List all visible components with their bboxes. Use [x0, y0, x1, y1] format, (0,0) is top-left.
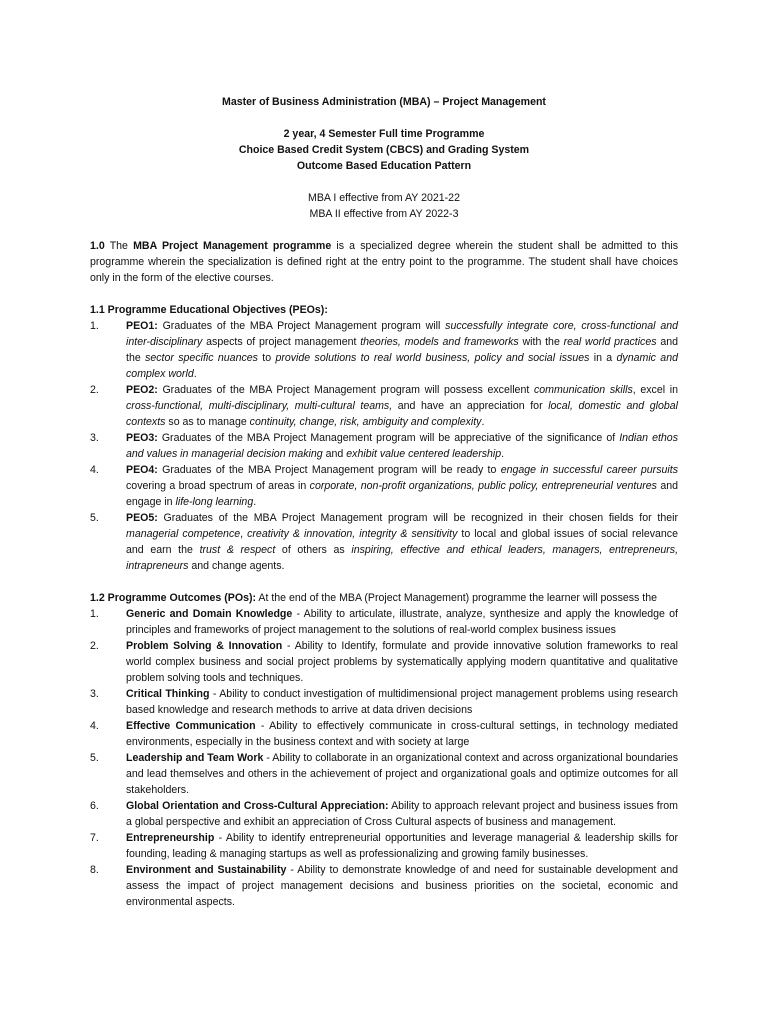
peo-item-5	[90, 510, 678, 574]
peo-text: ,	[240, 528, 248, 540]
po-item-2	[90, 638, 678, 686]
peo-emph: sector specific nuances	[145, 352, 258, 364]
po-text: - Ability to demonstrate knowledge of and need for sustainable development and assess the impact of project management decisions and business priorities on the societal, economic and environmental aspects.	[126, 864, 679, 908]
po-label: Entrepreneurship	[126, 832, 215, 844]
credit-system: Choice Based Credit System (CBCS) and Grading System	[238, 144, 530, 156]
document-content	[90, 94, 678, 910]
peo-label: PEO2:	[126, 384, 158, 396]
peo-text: in a	[589, 352, 617, 364]
peo-emph: successfully integrate core, cross-functional and inter-disciplinary	[126, 320, 678, 348]
peo-label: PEO4:	[126, 464, 158, 476]
peo-emph: provide solutions to real world business, policy and social issues	[275, 352, 590, 364]
peo-text: .	[501, 448, 505, 460]
peo-text: and the	[126, 336, 678, 364]
effective-mba2: MBA II effective from AY 2022-3	[309, 208, 459, 220]
list-number: 6.	[90, 800, 99, 812]
peo-list	[90, 318, 678, 574]
list-number: 4.	[90, 464, 99, 476]
po-item-3	[90, 686, 678, 718]
peo-text: Graduates of the MBA Project Management program will	[157, 320, 446, 332]
po-item-7	[90, 830, 678, 862]
peo-text: .	[193, 368, 197, 380]
peo-emph: engage in successful career pursuits	[500, 464, 678, 476]
peo-emph: trust & respect	[199, 544, 276, 556]
peo-label: PEO1:	[126, 320, 158, 332]
po-item-4	[90, 718, 678, 750]
peo-text: and	[322, 448, 347, 460]
po-item-5	[90, 750, 678, 798]
intro-bold: MBA Project Management programme	[133, 240, 332, 252]
peo-text: aspects of project management	[202, 336, 361, 348]
peo-item-2	[90, 382, 678, 430]
list-number: 2.	[90, 384, 99, 396]
list-number: 2.	[90, 640, 99, 652]
po-item-8	[90, 862, 678, 910]
list-number: 7.	[90, 832, 99, 844]
effective-mba1: MBA I effective from AY 2021-22	[308, 192, 460, 204]
peo-text: and have an appreciation for	[392, 400, 549, 412]
peo-emph: continuity, change, risk, ambiguity and complexity	[249, 416, 482, 428]
list-number: 8.	[90, 864, 99, 876]
peo-text: Graduates of the MBA Project Management program will be ready to	[157, 464, 501, 476]
po-text: - Ability to effectively communicate in cross-cultural settings, in technology mediated environments, especially in the business context and with society at large	[126, 720, 678, 748]
peo-emph: corporate, non-profit organizations, public policy, entrepreneurial ventures	[309, 480, 657, 492]
peo-text: so as to manage	[165, 416, 250, 428]
peo-emph: cross-functional, multi-disciplinary, multi-cultural teams,	[126, 400, 393, 412]
peo-emph: managerial competence	[126, 528, 241, 540]
po-text: Ability to approach relevant project and business issues from a global perspective and exhibit an appreciation of Cross Cultural aspects of business and management.	[126, 800, 678, 828]
peo-text: Graduates of the MBA Project Management program will be appreciative of the significance of	[157, 432, 620, 444]
list-number: 5.	[90, 752, 99, 764]
peo-heading: 1.1 Programme Educational Objectives (PEOs):	[90, 304, 328, 316]
po-label: Effective Communication	[126, 720, 256, 732]
peo-label: PEO3:	[126, 432, 158, 444]
peo-text: and engage in	[126, 480, 678, 508]
po-text: - Ability to articulate, illustrate, analyze, synthesize and apply the knowledge of principles and frameworks of project management to the solutions of real-world complex business issues	[126, 608, 678, 636]
peo-emph: theories, models and frameworks	[360, 336, 519, 348]
peo-item-1	[90, 318, 678, 382]
peo-text: Graduates of the MBA Project Management program will be recognized in their chosen fields for their	[157, 512, 678, 524]
list-number: 5.	[90, 512, 99, 524]
po-text: - Ability to collaborate in an organizational context and across organizational boundaries and lead themselves and others in the achievement of project and organizational goals and optimize outcomes for all stakeholders.	[126, 752, 678, 796]
peo-emph: communication skills	[533, 384, 633, 396]
peo-label: PEO5:	[126, 512, 158, 524]
list-number: 4.	[90, 720, 99, 732]
programme-duration: 2 year, 4 Semester Full time Programme	[283, 128, 485, 140]
peo-text: Graduates of the MBA Project Management program will possess excellent	[157, 384, 534, 396]
peo-item-3	[90, 430, 678, 462]
po-label: Generic and Domain Knowledge	[126, 608, 293, 620]
po-label: Leadership and Team Work	[126, 752, 264, 764]
intro-text-2: is a specialized degree wherein the student shall be admitted to this programme wherein the specialization is defined right at the entry point to the programme. The student shall have choices only in the form of the elective courses.	[90, 240, 679, 284]
peo-text: , excel in	[632, 384, 678, 396]
list-number: 1.	[90, 320, 99, 332]
po-label: Environment and Sustainability	[126, 864, 287, 876]
list-number: 1.	[90, 608, 99, 620]
po-text: - Ability to Identify, formulate and provide innovative solution frameworks to real world complex business and social project problems by systematically applying modern quantitative and qualitative problem solving tools and techniques.	[126, 640, 678, 684]
po-text: - Ability to identify entrepreneurial opportunities and leverage managerial & leadership skills for founding, leading & managing startups as well as professionalizing and growing family businesses.	[126, 832, 678, 860]
peo-text: to local and global issues of social relevance and earn the	[126, 528, 678, 556]
peo-text: to	[257, 352, 276, 364]
peo-emph: Indian ethos and values in managerial decision making	[126, 432, 678, 460]
peo-emph: dynamic and complex world	[126, 352, 678, 380]
education-pattern: Outcome Based Education Pattern	[296, 160, 472, 172]
peo-text: and change agents.	[188, 560, 285, 572]
po-item-6	[90, 798, 678, 830]
po-text: - Ability to conduct investigation of multidimensional project management problems using research based knowledge and research methods to arrive at data driven decisions	[126, 688, 678, 716]
po-heading-text: At the end of the MBA (Project Management) programme the learner will possess the	[256, 592, 658, 604]
po-list	[90, 606, 678, 910]
peo-emph: exhibit value centered leadership	[346, 448, 502, 460]
peo-text: .	[481, 416, 485, 428]
peo-emph: inspiring, effective and ethical leaders, managers, entrepreneurs, intrapreneurs	[126, 544, 679, 572]
peo-emph: creativity & innovation, integrity & sensitivity	[247, 528, 458, 540]
intro-text-1: The	[104, 240, 134, 252]
document-title: Master of Business Administration (MBA) – Project Management	[222, 96, 546, 108]
intro-paragraph	[90, 238, 678, 286]
po-label: Global Orientation and Cross-Cultural Appreciation:	[126, 800, 389, 812]
po-label: Critical Thinking	[126, 688, 210, 700]
peo-text: .	[253, 496, 257, 508]
peo-emph: local, domestic and global contexts	[126, 400, 679, 428]
po-label: Problem Solving & Innovation	[126, 640, 283, 652]
po-heading-label: 1.2 Programme Outcomes (POs):	[90, 592, 257, 604]
peo-emph: real world practices	[563, 336, 657, 348]
intro-number: 1.0	[90, 240, 105, 252]
po-item-1	[90, 606, 678, 638]
peo-text: with the	[518, 336, 564, 348]
list-number: 3.	[90, 688, 99, 700]
list-number: 3.	[90, 432, 99, 444]
peo-text: of others as	[275, 544, 352, 556]
peo-item-4	[90, 462, 678, 510]
peo-emph: life-long learning	[175, 496, 254, 508]
po-heading	[90, 590, 678, 606]
peo-text: covering a broad spectrum of areas in	[126, 480, 310, 492]
